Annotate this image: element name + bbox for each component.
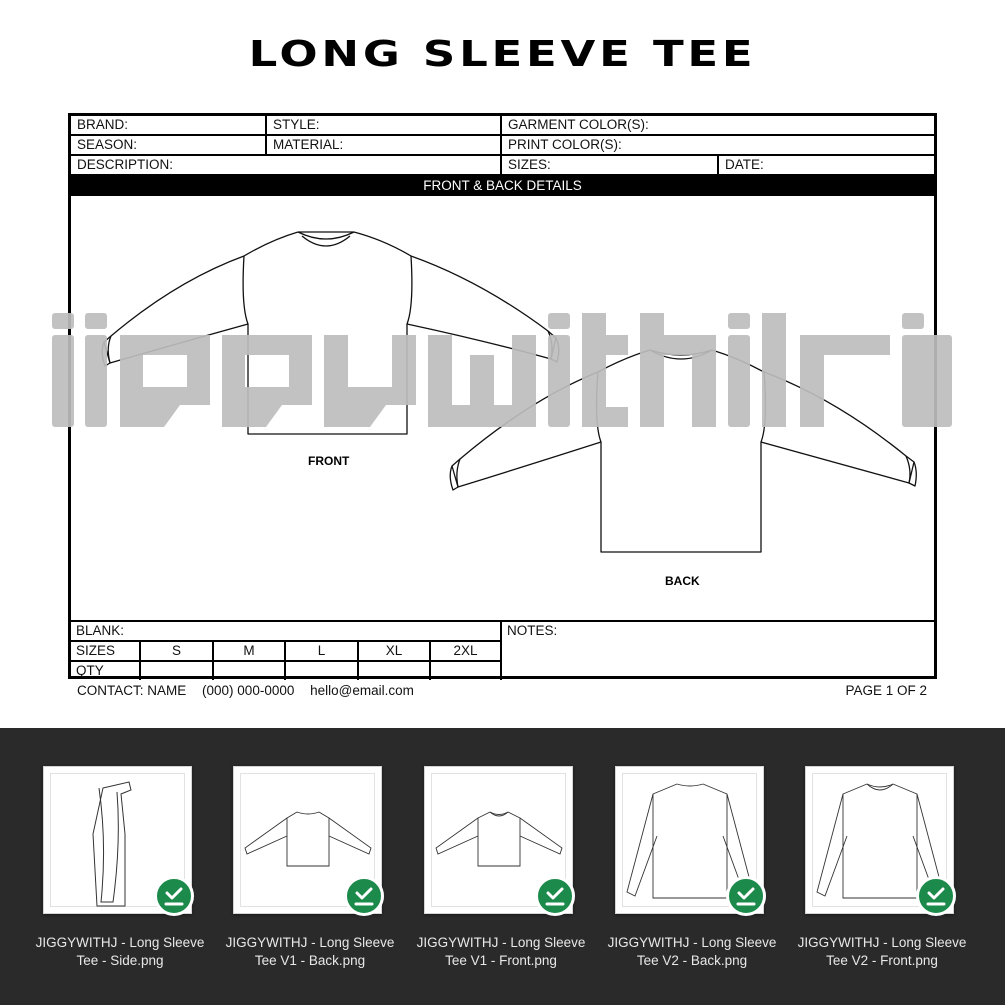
print-colors-field: PRINT COLOR(S):: [502, 136, 934, 156]
qty-row-label: QTY: [71, 662, 141, 680]
season-field: SEASON:: [71, 136, 267, 156]
material-field: MATERIAL:: [267, 136, 502, 156]
file-name-line2: Tee V1 - Back.png: [254, 953, 366, 968]
checkmark-download-icon: [535, 876, 575, 916]
sizes-field: SIZES:: [502, 156, 719, 176]
size-col-2xl: 2XL: [431, 642, 502, 662]
file-name-line1: JIGGYWITHJ - Long Sleeve: [607, 935, 777, 950]
size-col-m: M: [214, 642, 286, 662]
file-name: [25, 934, 215, 970]
blank-field: BLANK:: [71, 622, 502, 642]
qty-cell-s[interactable]: [141, 662, 214, 680]
page-indicator: PAGE 1 OF 2: [845, 683, 927, 698]
front-label: FRONT: [308, 454, 350, 468]
file-thumbnail[interactable]: [424, 766, 573, 914]
size-qty-grid: [71, 620, 934, 676]
tech-pack-sheet: [68, 113, 937, 679]
contact-email: hello@email.com: [310, 683, 414, 698]
qty-cell-l[interactable]: [286, 662, 359, 680]
file-thumbnail[interactable]: [43, 766, 192, 914]
file-name: [215, 934, 405, 970]
style-field: STYLE:: [267, 116, 502, 136]
file-thumbnail[interactable]: [615, 766, 764, 914]
back-label: BACK: [665, 574, 700, 588]
file-name-line2: Tee - Side.png: [76, 953, 164, 968]
contact-line: [77, 683, 426, 698]
file-name: [597, 934, 787, 970]
file-name-line1: JIGGYWITHJ - Long Sleeve: [416, 935, 586, 950]
sizes-row-label: SIZES: [71, 642, 141, 662]
size-col-xl: XL: [359, 642, 431, 662]
contact-name: CONTACT: NAME: [77, 683, 187, 698]
front-back-banner: FRONT & BACK DETAILS: [71, 176, 934, 196]
checkmark-download-icon: [154, 876, 194, 916]
size-col-s: S: [141, 642, 214, 662]
checkmark-download-icon: [916, 876, 956, 916]
drawing-area: [71, 196, 934, 620]
checkmark-download-icon: [726, 876, 766, 916]
date-field: DATE:: [719, 156, 934, 176]
file-name-line1: JIGGYWITHJ - Long Sleeve: [35, 935, 205, 950]
file-thumbnail[interactable]: [233, 766, 382, 914]
downloaded-files-tray: [0, 728, 1005, 1005]
file-name: [787, 934, 977, 970]
file-name-line1: JIGGYWITHJ - Long Sleeve: [225, 935, 395, 950]
brand-field: BRAND:: [71, 116, 267, 136]
checkmark-download-icon: [344, 876, 384, 916]
file-thumbnail[interactable]: [805, 766, 954, 914]
file-name: [406, 934, 596, 970]
size-col-l: L: [286, 642, 359, 662]
contact-phone: (000) 000-0000: [202, 683, 295, 698]
qty-cell-xl[interactable]: [359, 662, 431, 680]
description-field: DESCRIPTION:: [71, 156, 502, 176]
notes-field: NOTES:: [507, 623, 558, 638]
qty-cell-m[interactable]: [214, 662, 286, 680]
page-title: LONG SLEEVE TEE: [248, 34, 757, 75]
garment-colors-field: GARMENT COLOR(S):: [502, 116, 934, 136]
file-name-line2: Tee V2 - Back.png: [636, 953, 748, 968]
file-name-line2: Tee V2 - Front.png: [826, 953, 938, 968]
file-name-line2: Tee V1 - Front.png: [445, 953, 557, 968]
file-name-line1: JIGGYWITHJ - Long Sleeve: [797, 935, 967, 950]
back-tee-drawing: [446, 344, 921, 559]
qty-cell-2xl[interactable]: [431, 662, 502, 680]
